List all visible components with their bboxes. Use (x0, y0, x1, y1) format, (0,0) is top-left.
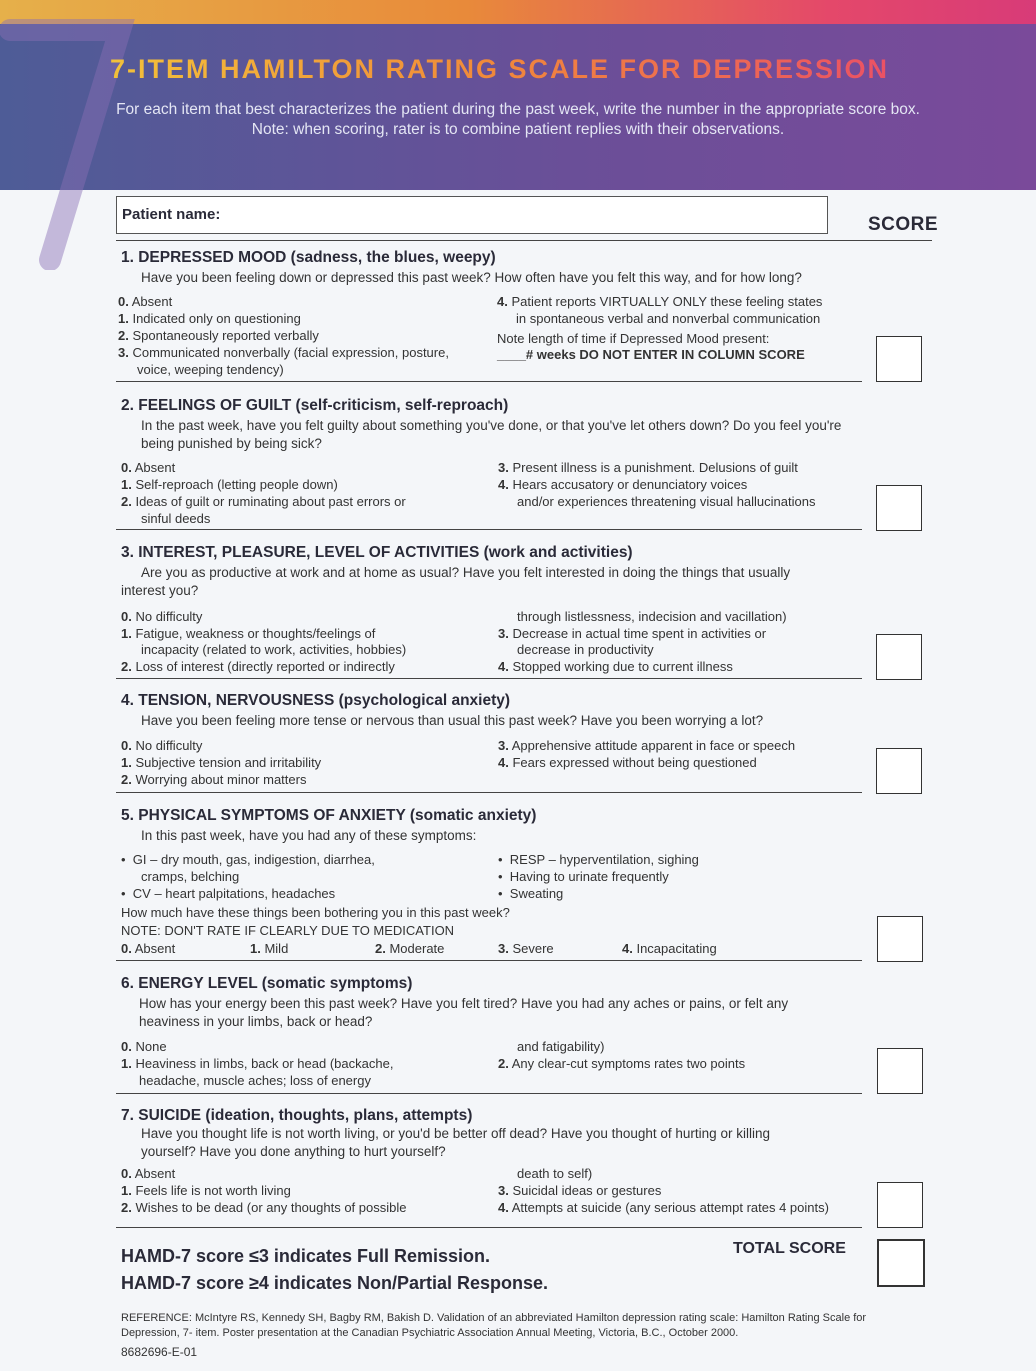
option: 2. Wishes to be dead (or any thoughts of possible (121, 1200, 407, 1215)
score-box-item-1[interactable] (876, 336, 922, 382)
option: 1. Self-reproach (letting people down) (121, 477, 338, 492)
score-box-item-5[interactable] (877, 916, 923, 962)
symptom: • Having to urinate frequently (498, 869, 669, 884)
option: 0. No difficulty (121, 738, 203, 753)
symptom: • Sweating (498, 886, 564, 901)
option: 1. Feels life is not worth living (121, 1183, 291, 1198)
item-question: Have you thought life is not worth living, or you'd be better off dead? Have you thought of hurting or killing yourself? Have you done anything to hurt yourself? (141, 1126, 770, 1159)
item-title: 7. SUICIDE (ideation, thoughts, plans, attempts) (121, 1107, 473, 1124)
divider (116, 529, 862, 530)
item-title: 2. FEELINGS OF GUILT (self-criticism, self-reproach) (121, 397, 509, 414)
option-continued: sinful deeds (141, 511, 211, 526)
option: 0. Absent (121, 1166, 176, 1181)
symptom-continued: cramps, belching (141, 869, 240, 884)
item-title: 4. TENSION, NERVOUSNESS (psychological anxiety) (121, 692, 511, 709)
divider (116, 960, 862, 961)
option: 4. Fears expressed without being questioned (498, 755, 757, 770)
option: 4. Attempts at suicide (any serious attempt rates 4 points) (498, 1200, 829, 1215)
score-column-header: SCORE (868, 214, 939, 235)
option: 2. Moderate (375, 941, 445, 956)
divider (116, 792, 862, 793)
symptom: • GI – dry mouth, gas, indigestion, diarrhea, (121, 852, 375, 867)
patient-name-field[interactable] (116, 196, 828, 234)
reference-text: REFERENCE: McIntyre RS, Kennedy SH, Bagby RM, Bakish D. Validation of an abbreviated Hamilton depression rating scale: Hamilton Rating Scale for Depression, 7- item. Poster presentation at the Canadian Psychiatric Association Annual Meeting, Victoria, B.C., October 2000. (121, 1312, 867, 1339)
item-title: 1. DEPRESSED MOOD (sadness, the blues, weepy) (121, 249, 496, 266)
option: 1. Mild (250, 941, 289, 956)
top-color-bar (0, 0, 1036, 24)
score-box-item-4[interactable] (876, 748, 922, 794)
total-score-box[interactable] (877, 1239, 925, 1287)
option: 0. No difficulty (121, 609, 203, 624)
item-question: In the past week, have you felt guilty about something you've done, or that you've let others down? Do you feel you're being punished by being sick? (141, 418, 842, 451)
option: 2. Worrying about minor matters (121, 772, 307, 787)
weeks-note: ____# weeks DO NOT ENTER IN COLUMN SCORE (497, 347, 805, 362)
duration-note: Note length of time if Depressed Mood present: (497, 331, 770, 346)
medication-note: NOTE: DON'T RATE IF CLEARLY DUE TO MEDICATION (121, 923, 455, 938)
item-question: In this past week, have you had any of these symptoms: (141, 828, 477, 843)
remission-note: HAMD-7 score ≤3 indicates Full Remission. (121, 1246, 490, 1266)
score-box-item-3[interactable] (876, 634, 922, 680)
item-question: Are you as productive at work and at home as usual? Have you felt interested in doing the things that usually interest you? (121, 565, 791, 598)
score-box-item-7[interactable] (877, 1182, 923, 1228)
option-continued: and fatigability) (517, 1039, 605, 1054)
option: 1. Heaviness in limbs, back or head (backache, (121, 1056, 394, 1071)
divider (116, 678, 862, 679)
divider (116, 1227, 862, 1228)
option: 2. Any clear-cut symptoms rates two points (498, 1056, 746, 1071)
option: 1. Fatigue, weakness or thoughts/feelings of (121, 626, 376, 641)
option-continued: death to self) (517, 1166, 593, 1181)
divider (116, 240, 932, 241)
response-note: HAMD-7 score ≥4 indicates Non/Partial Response. (121, 1273, 548, 1293)
item-title: 5. PHYSICAL SYMPTOMS OF ANXIETY (somatic anxiety) (121, 807, 537, 824)
option-continued: and/or experiences threatening visual hallucinations (517, 494, 816, 509)
item-question: How has your energy been this past week? Have you felt tired? Have you had any aches or pains, or felt any heaviness in your limbs, back or head? (139, 996, 789, 1029)
option-continued: through listlessness, indecision and vacillation) (517, 609, 787, 624)
option-continued: decrease in productivity (517, 642, 654, 657)
bother-question: How much have these things been bothering you in this past week? (121, 905, 510, 920)
option: 4. Incapacitating (622, 941, 717, 956)
divider (116, 1093, 862, 1094)
total-score-label: TOTAL SCORE (733, 1240, 846, 1257)
item-title: 3. INTEREST, PLEASURE, LEVEL OF ACTIVITIES (work and activities) (121, 544, 633, 561)
option-continued: incapacity (related to work, activities, hobbies) (141, 642, 407, 657)
patient-name-label: Patient name: (122, 206, 221, 223)
option: 3. Severe (498, 941, 554, 956)
item-question: Have you been feeling more tense or nervous than usual this past week? Have you been worrying a lot? (141, 713, 764, 728)
score-box-item-6[interactable] (877, 1048, 923, 1094)
option: 0. None (121, 1039, 167, 1054)
option: 3. Present illness is a punishment. Delusions of guilt (498, 460, 798, 475)
item-title: 6. ENERGY LEVEL (somatic symptoms) (121, 975, 413, 992)
option: 0. Absent (121, 460, 176, 475)
option-continued: headache, muscle aches; loss of energy (139, 1073, 371, 1088)
option: 1. Indicated only on questioning (118, 311, 301, 326)
symptom: • RESP – hyperventilation, sighing (498, 852, 699, 867)
symptom: • CV – heart palpitations, headaches (121, 886, 336, 901)
page-title: 7-ITEM HAMILTON RATING SCALE FOR DEPRESSION (110, 54, 940, 85)
option: 3. Communicated nonverbally (facial expression, posture, (118, 345, 449, 360)
score-box-item-2[interactable] (876, 485, 922, 531)
option: 3. Decrease in actual time spent in activities or (498, 626, 767, 641)
option-continued: in spontaneous verbal and nonverbal communication (516, 311, 821, 326)
option: 2. Ideas of guilt or ruminating about past errors or (121, 494, 406, 509)
document-code: 8682696-E-01 (121, 1345, 198, 1359)
instructions-text: For each item that best characterizes the patient during the past week, write the number in the appropriate score box. Note: when scoring, rater is to combine patient replies with their observations. (116, 101, 920, 138)
option: 1. Subjective tension and irritability (121, 755, 322, 770)
option: 3. Suicidal ideas or gestures (498, 1183, 662, 1198)
option: 0. Absent (118, 294, 173, 309)
option: 0. Absent (121, 941, 176, 956)
item-question: Have you been feeling down or depressed this past week? How often have you felt this way, and for how long? (141, 270, 802, 285)
option: 4. Hears accusatory or denunciatory voices (498, 477, 748, 492)
option: 3. Apprehensive attitude apparent in face or speech (498, 738, 796, 753)
option: 2. Spontaneously reported verbally (118, 328, 319, 343)
option: 4. Stopped working due to current illness (498, 659, 733, 674)
option: 4. Patient reports VIRTUALLY ONLY these feeling states (497, 294, 823, 309)
option: 2. Loss of interest (directly reported or indirectly (121, 659, 395, 674)
option-continued: voice, weeping tendency) (137, 362, 284, 377)
divider (116, 381, 862, 382)
